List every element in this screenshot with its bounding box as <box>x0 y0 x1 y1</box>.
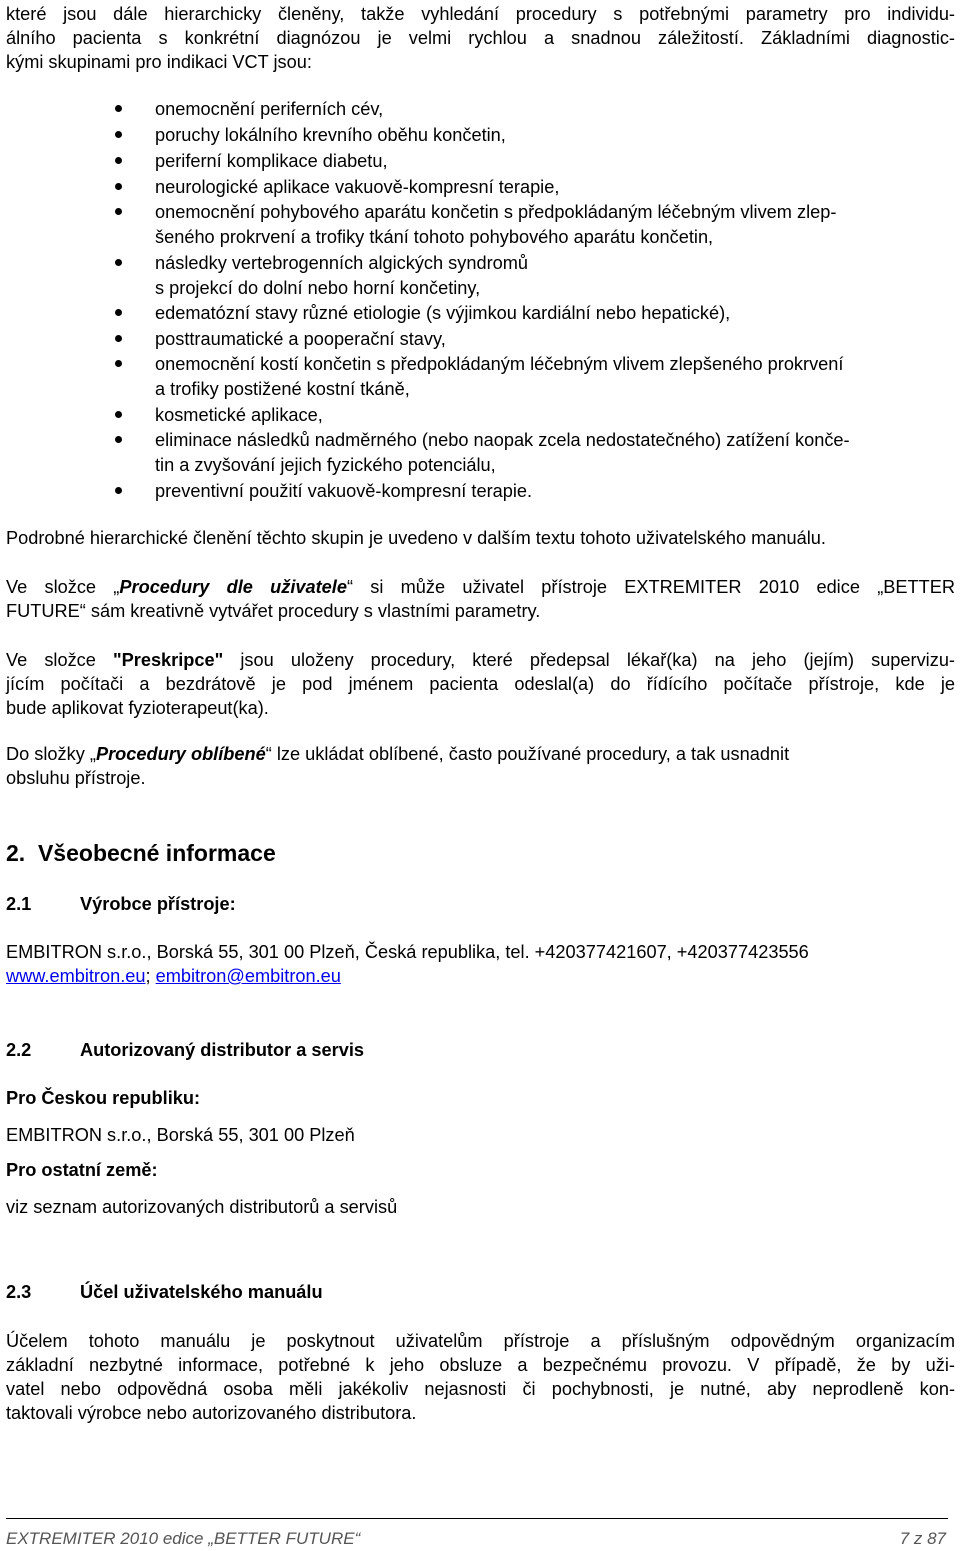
folder-name-favorite: Procedury oblíbené <box>95 744 266 764</box>
footer-divider <box>6 1518 948 1519</box>
purpose-line-3: vatel nebo odpovědná osoba měli jakékoliv nejasnosti či pochybnosti, je nutné, aby neprodleně kon- <box>6 1379 955 1399</box>
list-item: onemocnění kostí končetin s předpokládaným léčebným vlivem zlepšeného prokrvení <box>155 354 844 374</box>
intro-line-2: álního pacienta s konkrétní diagnózou je velmi rychlou a snadnou záležitostí. Základními diagnostic- <box>6 28 955 48</box>
subsection-heading: 2.3 Účel uživatelského manuálu <box>6 1282 323 1302</box>
intro-line-1: které jsou dále hierarchicky členěny, takže vyhledání procedury s potřebnými parametry pro individu- <box>6 4 955 24</box>
list-item: kosmetické aplikace, <box>155 405 323 425</box>
list-item: posttraumatické a pooperační stavy, <box>155 329 446 349</box>
bullet-icon <box>115 105 122 112</box>
subsection-heading: 2.1 Výrobce přístroje: <box>6 894 236 914</box>
other-countries-label: Pro ostatní země: <box>6 1160 158 1180</box>
purpose-line-1: Účelem tohoto manuálu je poskytnout uživatelům přístroje a příslušným odpovědným organizacím <box>6 1331 955 1351</box>
manufacturer-contacts: www.embitron.eu; embitron@embitron.eu <box>6 966 341 986</box>
website-link[interactable]: www.embitron.eu <box>6 966 146 986</box>
favorite-folder-paragraph-line-2: obsluhu přístroje. <box>6 768 146 788</box>
purpose-line-2: základní nezbytné informace, potřebné k jeho obsluze a bezpečnému provozu. V případě, že by uži- <box>6 1355 955 1375</box>
page-number: 7 z 87 <box>899 1529 946 1548</box>
cz-label: Pro Českou republiku: <box>6 1088 201 1108</box>
bullet-icon <box>115 487 122 494</box>
folder-name-user: Procedury dle uživatele <box>119 577 347 597</box>
list-item: preventivní použití vakuově-kompresní terapie. <box>155 481 533 501</box>
list-item-continuation: s projekcí do dolní nebo horní končetiny, <box>155 278 481 298</box>
list-item: edematózní stavy různé etiologie (s výjimkou kardiální nebo hepatické), <box>155 303 731 323</box>
cz-distributor: EMBITRON s.r.o., Borská 55, 301 00 Plzeň <box>6 1125 355 1145</box>
list-item: periferní komplikace diabetu, <box>155 151 388 171</box>
user-folder-paragraph-line-2: FUTURE“ sám kreativně vytvářet procedury s vlastními parametry. <box>6 601 541 621</box>
list-item: poruchy lokálního krevního oběhu končetin, <box>155 125 506 145</box>
prescription-paragraph-line-3: bude aplikovat fyzioterapeut(ka). <box>6 698 269 718</box>
folder-name-prescription: "Preskripce" <box>113 650 224 670</box>
bullet-icon <box>115 157 122 164</box>
bullet-icon <box>115 335 122 342</box>
bullet-icon <box>115 183 122 190</box>
manufacturer-address: EMBITRON s.r.o., Borská 55, 301 00 Plzeň, Česká republika, tel. +420377421607, +420377423556 <box>6 942 809 962</box>
bullet-icon <box>115 436 122 443</box>
bullet-icon <box>115 411 122 418</box>
prescription-paragraph: Ve složce "Preskripce" jsou uloženy procedury, které předepsal lékař(ka) na jeho (jejím) supervizu- <box>6 650 955 670</box>
prescription-paragraph-line-2: jícím počítači a bezdrátově je pod jménem pacienta odeslal(a) do řídícího počítače přístroje, kde je <box>6 674 955 694</box>
favorite-folder-paragraph: Do složky „Procedury oblíbené“ lze ukládat oblíbené, často používané procedury, a tak usnadnit <box>6 744 790 764</box>
email-link[interactable]: embitron@embitron.eu <box>155 966 341 986</box>
other-distributors: viz seznam autorizovaných distributorů a servisů <box>6 1197 398 1217</box>
bullet-icon <box>115 360 122 367</box>
bullet-icon <box>115 309 122 316</box>
bullet-icon <box>115 208 122 215</box>
bullet-icon <box>115 259 122 266</box>
list-item-continuation: a trofiky postižené kostní tkáně, <box>155 379 410 399</box>
list-item: následky vertebrogenních algických syndromů <box>155 253 529 273</box>
bullet-icon <box>115 131 122 138</box>
list-item: onemocnění pohybového aparátu končetin s předpokládaným léčebným vlivem zlep- <box>155 202 837 222</box>
section-heading: 2. Všeobecné informace <box>6 840 276 866</box>
list-item: neurologické aplikace vakuově-kompresní terapie, <box>155 177 560 197</box>
user-folder-paragraph: Ve složce „Procedury dle uživatele“ si může uživatel přístroje EXTREMITER 2010 edice „BETTER <box>6 577 955 597</box>
list-item-continuation: šeného prokrvení a trofiky tkání tohoto pohybového aparátu končetin, <box>155 227 714 247</box>
subsection-heading: 2.2 Autorizovaný distributor a servis <box>6 1040 364 1060</box>
purpose-line-4: taktovali výrobce nebo autorizovaného distributora. <box>6 1403 417 1423</box>
list-item-continuation: tin a zvyšování jejich fyzického potenciálu, <box>155 455 496 475</box>
list-item: eliminace následků nadměrného (nebo naopak zcela nedostatečného) zatížení konče- <box>155 430 850 450</box>
list-item: onemocnění periferních cév, <box>155 99 384 119</box>
hierarchy-paragraph: Podrobné hierarchické členění těchto skupin je uvedeno v dalším textu tohoto uživatelského manuálu. <box>6 528 826 548</box>
intro-line-3: kými skupinami pro indikaci VCT jsou: <box>6 52 312 72</box>
footer-title: EXTREMITER 2010 edice „BETTER FUTURE“ <box>6 1529 361 1548</box>
